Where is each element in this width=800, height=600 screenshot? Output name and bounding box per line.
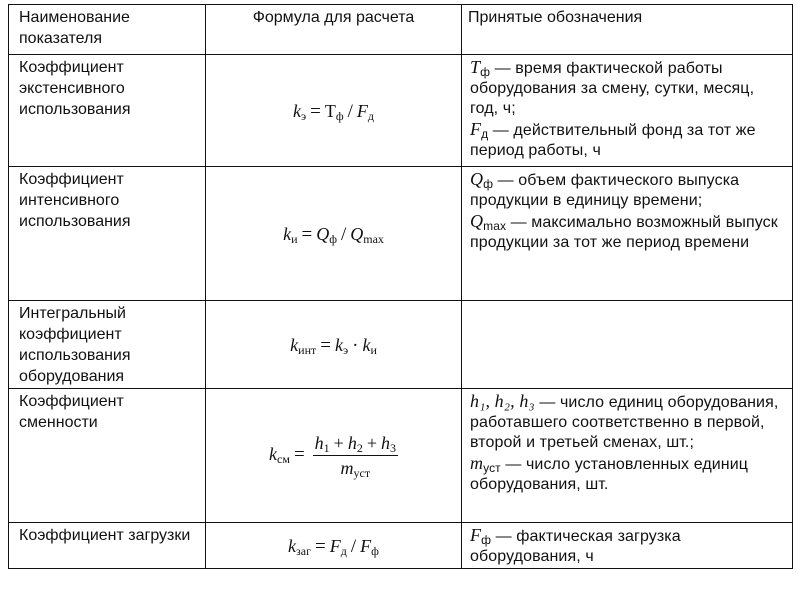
table-row [9, 389, 793, 523]
table-row [9, 167, 793, 301]
table-row [9, 301, 793, 389]
fraction: $\frac{h_1 + h_2 + h_3}{m_{уст}}$ [314, 433, 396, 480]
notation-cell [462, 389, 793, 523]
notation-cell [462, 523, 793, 569]
header-formula: Формула для расчета [206, 5, 462, 55]
table-header-row [9, 5, 793, 55]
notation-item: $Q_{max}$ — максимально возможный выпуск продукции за тот же период времени [470, 211, 778, 251]
table-row [9, 523, 793, 569]
notation-item: h₁, h₂, h₃ — число единиц оборудования, работавшего соответственно в первой, второй и третьей сменах, шт.; [470, 391, 779, 451]
notation-item: $F_д$ — действительный фонд за тот же период работы, ч [470, 119, 756, 159]
indicator-name: Коэффициент интенсивного использования [9, 167, 206, 301]
notation-item: $F_ф$ — фактическая загрузка оборудования, ч [470, 525, 681, 565]
formula-cell: $k_{см}$ = $\frac{h_1 + h_2 + h_3}{m_{уст}}$ [206, 389, 462, 523]
formula-cell: $k_{инт} = k_э \cdot k_и$ [206, 301, 462, 389]
indicator-name: Коэффициент сменности [9, 389, 206, 523]
table-row [9, 55, 793, 167]
formula-cell: $k_э = Т_ф / F_д$ [206, 55, 462, 167]
notation-cell-empty [462, 301, 793, 389]
notation-item: $Q_ф$ — объем фактического выпуска продукции в единицу времени; [470, 169, 740, 209]
indicator-name: Коэффициент экстенсивного использования [9, 55, 206, 167]
notation-cell [462, 55, 793, 167]
header-indicator-name: Наименование показателя [9, 5, 206, 55]
formula-cell: $k_{заг} = F_д / F_ф$ [206, 523, 462, 569]
indicator-name: Интегральный коэффициент использования оборудования [9, 301, 206, 389]
formula-lhs: $k_э$ [292, 100, 307, 123]
notation-item: $m_{уст}$ — число установленных единиц оборудования, шт. [470, 453, 749, 493]
notation-item: $T_ф$ — время фактической работы оборудования за смену, сутки, месяц, год, ч; [470, 57, 755, 117]
notation-cell [462, 167, 793, 301]
header-notation: Принятые обозначения [462, 5, 793, 55]
formula-cell: $k_и = Q_ф / Q_{max}$ [206, 167, 462, 301]
indicators-table [8, 4, 793, 569]
indicator-name: Коэффициент загрузки [9, 523, 206, 569]
